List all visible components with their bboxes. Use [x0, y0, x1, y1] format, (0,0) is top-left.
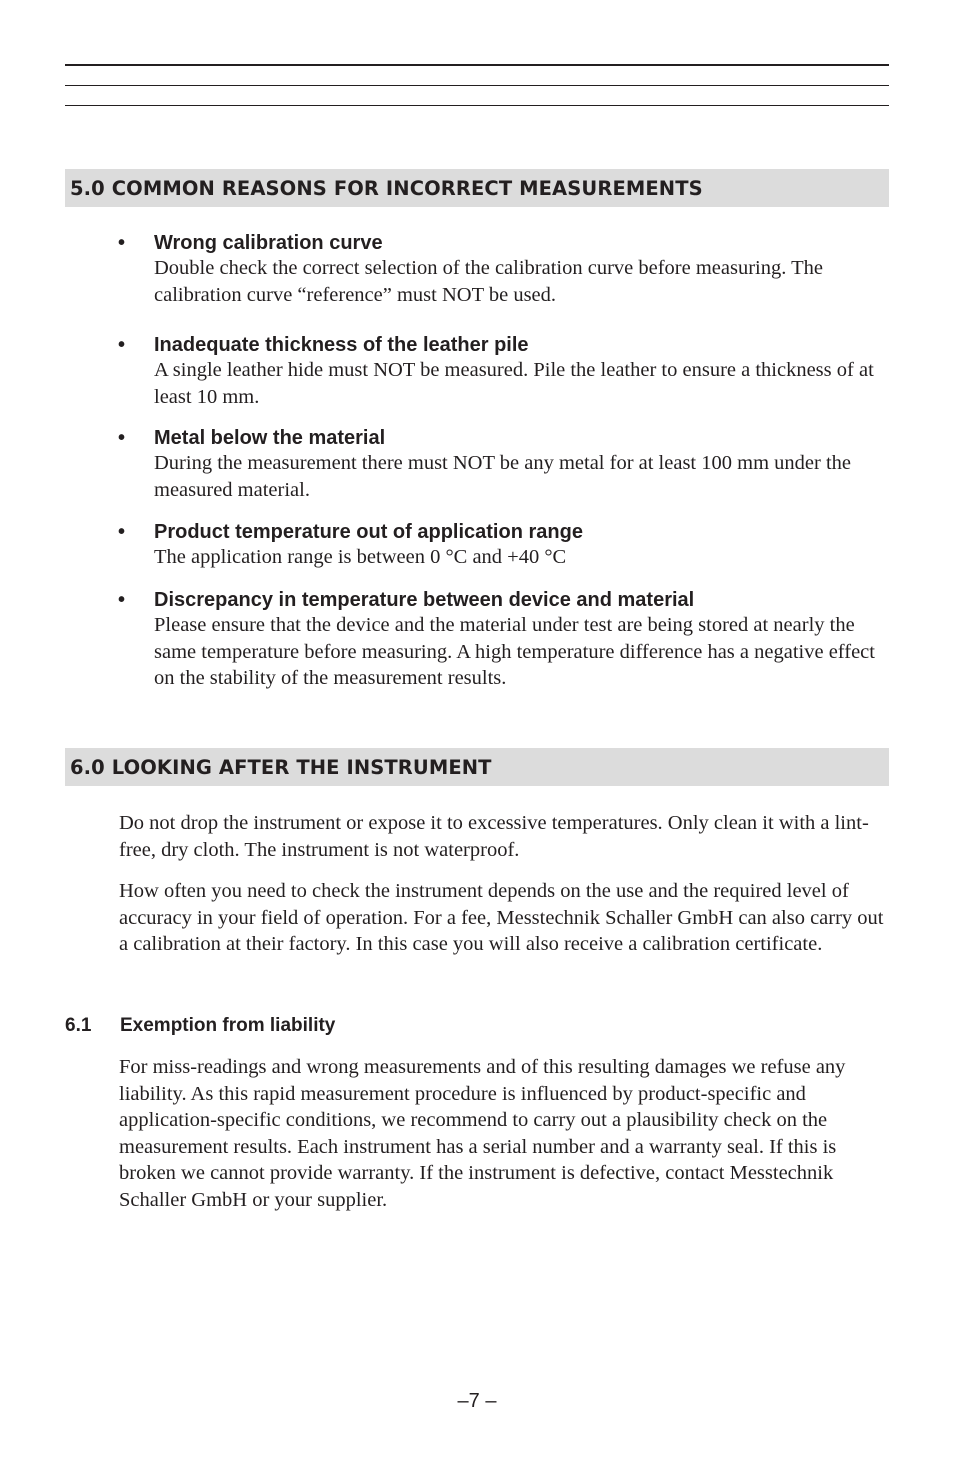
list-item-body: The application range is between 0 °C and +40 °C [154, 546, 567, 568]
section-6-heading-bar [65, 748, 889, 786]
section-6-title: 6.0 LOOKING AFTER THE INSTRUMENT [70, 755, 492, 779]
list-item-title: Metal below the material [154, 427, 386, 449]
subsection-6-1-heading [65, 1013, 335, 1039]
bullet-icon: • [118, 232, 126, 254]
list-item-body: Double check the correct selection of the calibration curve before measuring. The calibration curve “reference” must NOT be used. [154, 257, 823, 306]
list-item-title: Product temperature out of application range [154, 521, 583, 543]
bullet-icon: • [118, 589, 126, 611]
bullet-icon: • [118, 334, 126, 356]
bullet-icon: • [118, 427, 126, 449]
care-paragraph: Do not drop the instrument or expose it to excessive temperatures. Only clean it with a lint-free, dry cloth. The instrument is not waterproof. [119, 812, 869, 861]
subsection-number: 6.1 [65, 1015, 92, 1036]
subsection-title: Exemption from liability [120, 1015, 336, 1036]
page-number: –7 – [457, 1390, 497, 1412]
list-item-title: Discrepancy in temperature between device and material [154, 589, 695, 611]
list-item-body: Please ensure that the device and the material under test are being stored at nearly the same temperature before measuring. A high temperature difference has a negative effect on the stability of the measurement results. [154, 614, 875, 689]
liability-paragraph: For miss-readings and wrong measurements and of this resulting damages we refuse any liability. As this rapid measurement procedure is influenced by product-specific and application-specific conditions, we recommend to carry out a plausibility check on the measurement results. Each instrument has a serial number and a warranty seal. If this is broken we cannot provide warranty. If the instrument is defective, contact Messtechnik Schaller GmbH or your supplier. [119, 1056, 846, 1211]
section-5-title: 5.0 COMMON REASONS FOR INCORRECT MEASUREMENTS [70, 176, 703, 200]
list-item-body: A single leather hide must NOT be measured. Pile the leather to ensure a thickness of at least 10 mm. [154, 359, 874, 408]
list-item-title: Inadequate thickness of the leather pile [154, 334, 529, 356]
header-rule-middle [65, 85, 889, 86]
header-rule-bottom [65, 105, 889, 106]
list-item-body: During the measurement there must NOT be any metal for at least 100 mm under the measured material. [154, 452, 851, 501]
section-5-heading-bar [65, 169, 889, 207]
header-rule-top [65, 64, 889, 66]
list-item-title: Wrong calibration curve [154, 232, 383, 254]
calibration-paragraph: How often you need to check the instrument depends on the use and the required level of accuracy in your field of operation. For a fee, Messtechnik Schaller GmbH can also carry out a calibration at their factory. In this case you will also receive a calibration certificate. [119, 880, 884, 955]
bullet-icon: • [118, 521, 126, 543]
